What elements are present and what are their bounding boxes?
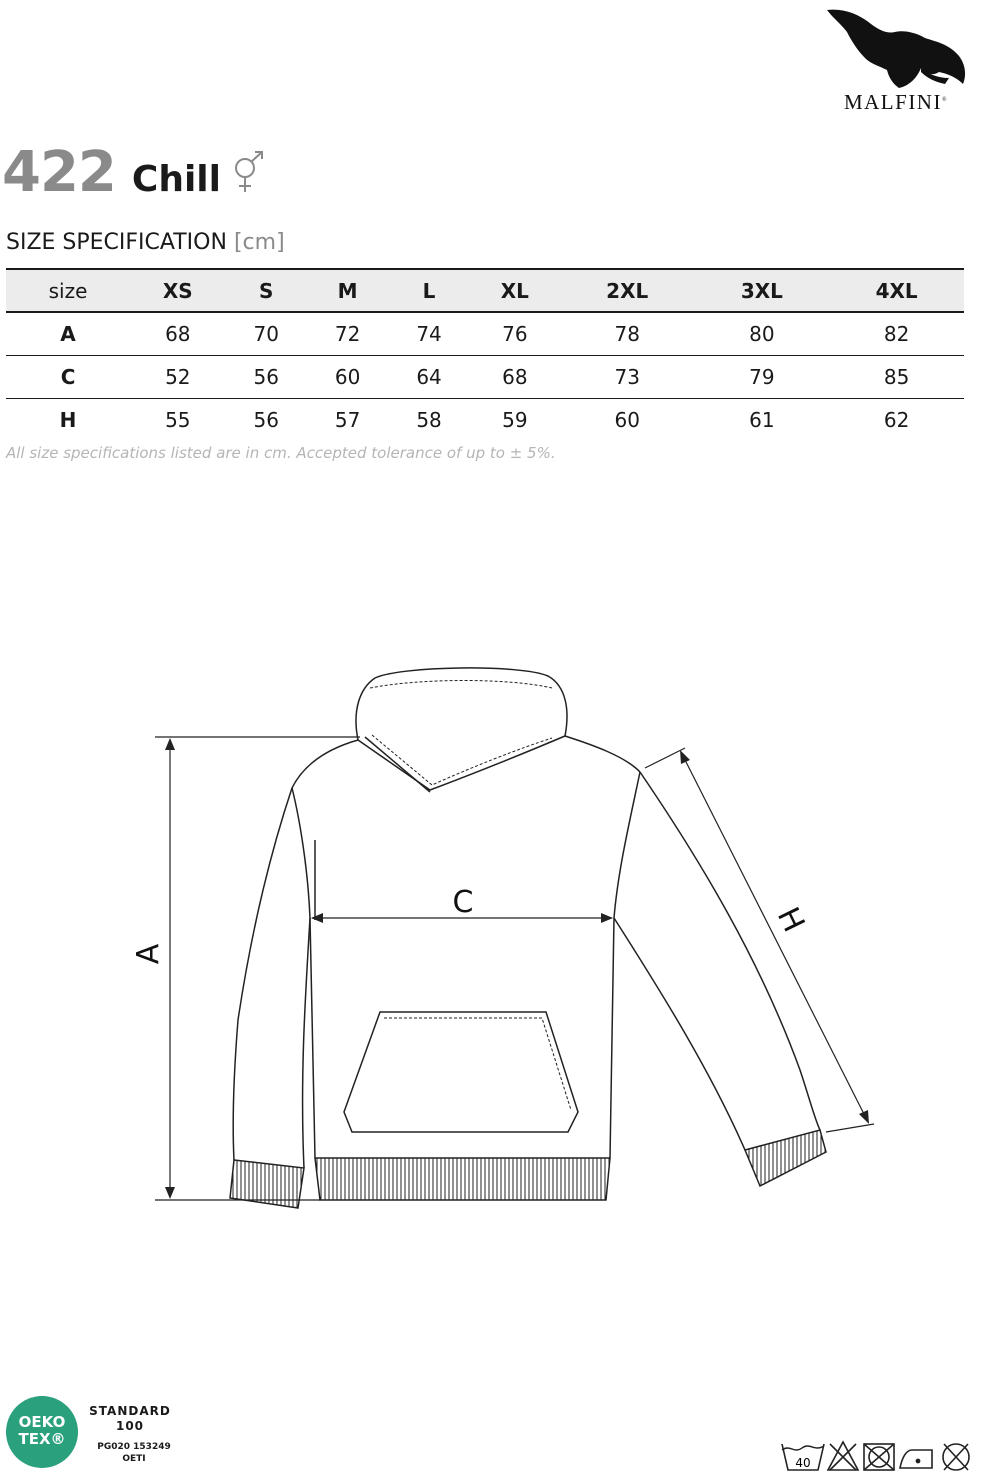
table-cell: 72 [307, 312, 388, 355]
wash-40-icon [782, 1444, 824, 1470]
product-code: 422 [2, 140, 116, 205]
row-label: H [59, 407, 77, 432]
size-header-cell: XS [130, 269, 225, 312]
size-header-cell: M [307, 269, 388, 312]
brand-logo [816, 4, 976, 119]
label-h: H [769, 902, 812, 938]
table-cell: 76 [470, 312, 560, 355]
table-cell: 64 [388, 355, 469, 398]
size-header-cell: 2XL [560, 269, 695, 312]
table-cell: 74 [388, 312, 469, 355]
oeko-code [88, 1441, 180, 1465]
table-cell: 61 [749, 407, 775, 432]
size-header-cell: 3XL [695, 269, 830, 312]
row-label: A [6, 312, 130, 355]
measure-h [645, 748, 874, 1132]
table-cell: 68 [130, 312, 225, 355]
no-tumble-dry-icon [864, 1444, 894, 1470]
oeko-badge-line2: TEX® [18, 1430, 66, 1448]
table-row [6, 312, 964, 355]
table-cell: 79 [695, 355, 830, 398]
table-cell: 73 [560, 355, 695, 398]
hem-rib [315, 1158, 610, 1200]
table-cell: 56 [226, 355, 307, 398]
table-row [6, 398, 964, 441]
table-cell: 56 [253, 407, 279, 432]
oeko-standard: STANDARD 100 [89, 1404, 171, 1433]
size-header-cell: S [226, 269, 307, 312]
label-a: A [131, 943, 166, 965]
eagle-icon [821, 4, 971, 92]
table-cell: 55 [165, 407, 191, 432]
spec-unit: [cm] [233, 230, 285, 255]
registered-mark: ® [941, 97, 949, 103]
tolerance-footnote: All size specifications listed are in cm. Accepted tolerance of up to ± 5%. [6, 444, 556, 462]
product-title [2, 140, 267, 210]
oeko-code-line2: OETI [122, 1454, 146, 1464]
oeko-code-line1: PG020 153249 [97, 1442, 171, 1452]
size-header-cell: L [388, 269, 469, 312]
table-cell: 62 [883, 407, 910, 432]
oeko-tex-certification [6, 1396, 186, 1476]
table-cell: 52 [130, 355, 225, 398]
oeko-tex-badge [6, 1396, 78, 1468]
row-label: C [6, 355, 130, 398]
size-header-cell: 4XL [829, 269, 964, 312]
spec-title [6, 230, 285, 255]
table-cell: 60 [307, 355, 388, 398]
size-header-row [6, 269, 964, 312]
table-cell: 80 [695, 312, 830, 355]
no-dry-clean-icon [943, 1444, 969, 1470]
left-cuff [230, 1160, 304, 1208]
table-cell: 58 [416, 407, 442, 432]
table-cell: 59 [502, 407, 528, 432]
wash-temperature: 40 [795, 1456, 811, 1470]
size-header-cell: XL [470, 269, 560, 312]
unisex-icon [231, 150, 267, 196]
size-table [6, 268, 964, 441]
spec-title-text: SIZE SPECIFICATION [6, 230, 227, 255]
table-row [6, 355, 964, 398]
table-cell: 70 [226, 312, 307, 355]
oeko-badge-line1: OEKO [18, 1413, 66, 1431]
hoodie-diagram [0, 640, 984, 1240]
product-name: Chill [131, 159, 221, 200]
brand-name: MALFINI [843, 90, 942, 114]
no-bleach-icon [828, 1442, 858, 1470]
table-cell: 68 [470, 355, 560, 398]
table-cell: 82 [829, 312, 964, 355]
table-cell: 60 [614, 407, 640, 432]
label-c: C [452, 885, 474, 920]
size-header-label: size [6, 269, 130, 312]
care-symbols [780, 1440, 980, 1476]
table-cell: 78 [560, 312, 695, 355]
measure-a [155, 737, 360, 1200]
table-cell: 85 [829, 355, 964, 398]
right-cuff [745, 1130, 826, 1186]
table-cell: 57 [334, 407, 361, 432]
iron-low-icon [900, 1450, 932, 1468]
